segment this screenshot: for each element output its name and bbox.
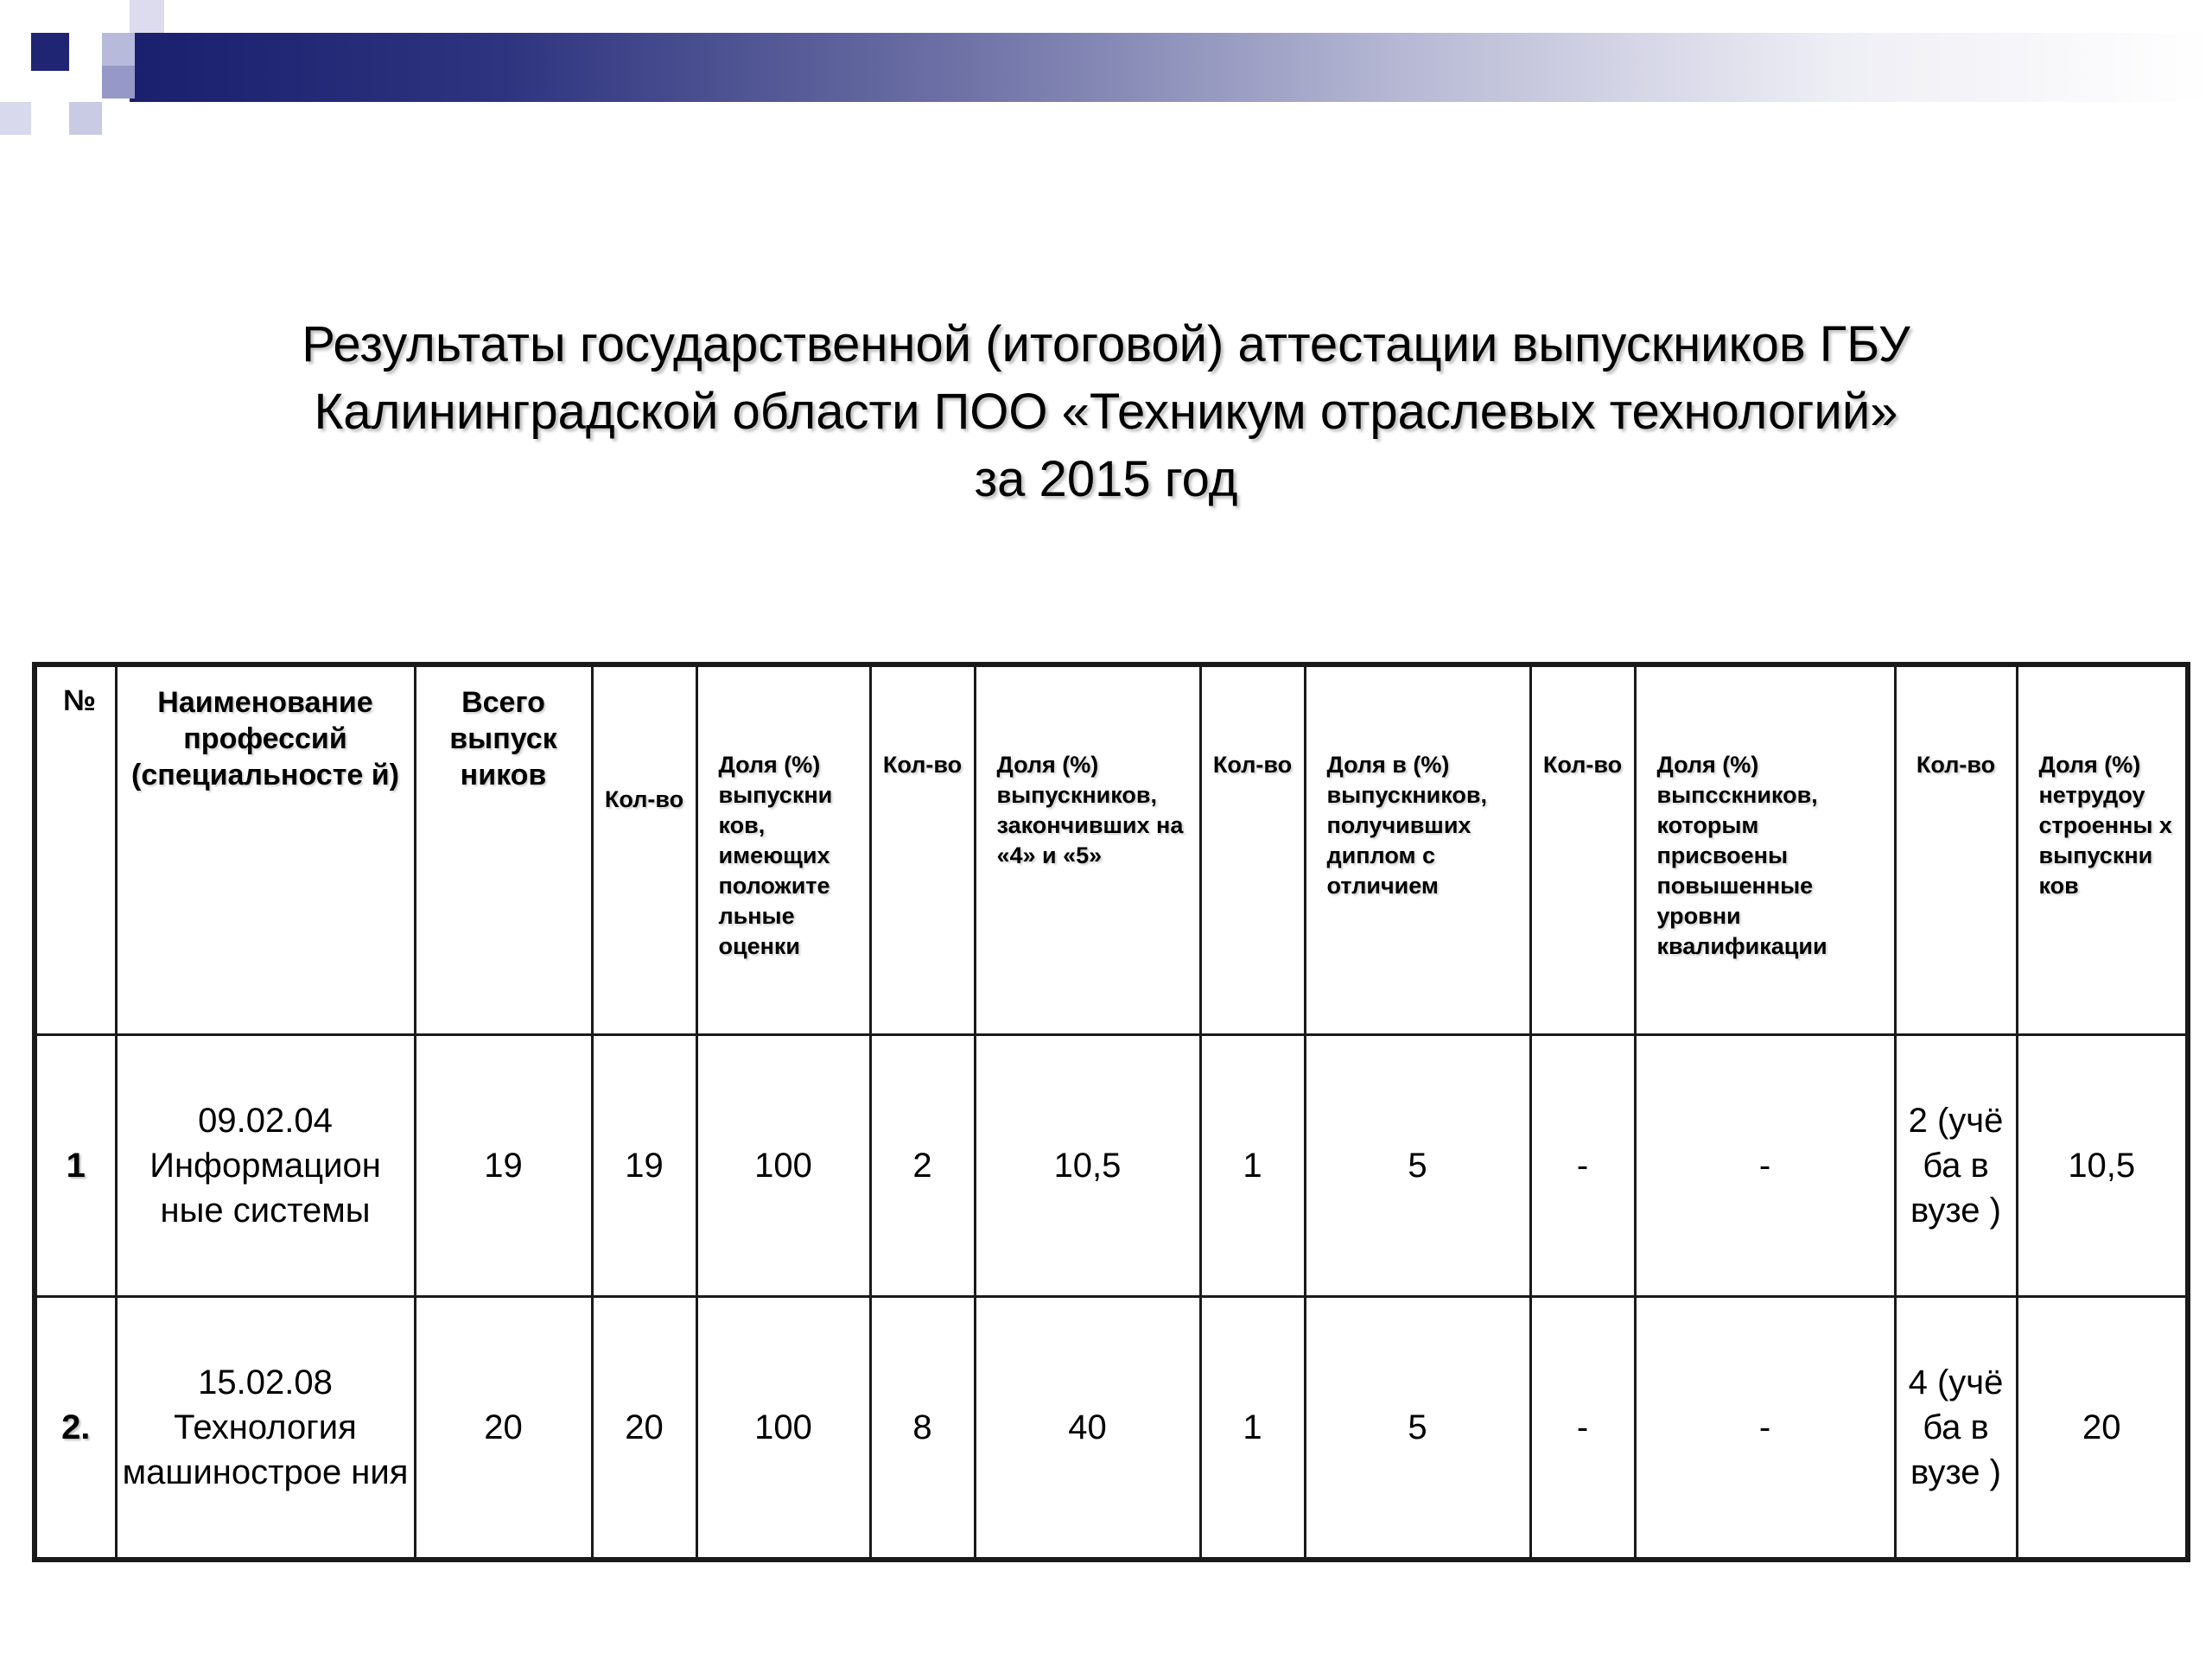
header-gradient-band: [130, 33, 2212, 102]
header-cell: Всего выпуск ников: [415, 664, 592, 1035]
title-line-1: Результаты государственной (итоговой) аттестации выпускников ГБУ: [302, 316, 1910, 372]
table-cell: 100: [696, 1035, 870, 1297]
header-cell: Кол-во: [1530, 664, 1635, 1035]
table-header-row: [35, 664, 2188, 1035]
header-cell: Доля в (%) выпускников, получивших диплом с отличием: [1305, 664, 1530, 1035]
table-cell: -: [1530, 1035, 1635, 1297]
table-cell: 20: [592, 1297, 696, 1560]
table-cell: 09.02.04 Информацион ные системы: [116, 1035, 415, 1297]
table-row: [35, 1297, 2188, 1560]
table-cell: 4 (учё ба в вузе ): [1895, 1297, 2017, 1560]
decor-square: [102, 33, 135, 66]
table-cell: 5: [1305, 1035, 1530, 1297]
table-cell: -: [1635, 1035, 1895, 1297]
header-cell: Наименование профессий (специальносте й): [116, 664, 415, 1035]
header-cell: Доля (%) выпускни ков, имеющих положите льные оценки: [696, 664, 870, 1035]
header-cell: Доля (%) выпсскников, которым присвоены повышенные уровни квалификации: [1635, 664, 1895, 1035]
table-cell: 8: [870, 1297, 975, 1560]
table-cell: 10,5: [975, 1035, 1200, 1297]
table-row: [35, 1035, 2188, 1297]
decor-square: [130, 0, 164, 33]
decor-square: [102, 66, 135, 99]
table-cell: 2.: [35, 1297, 116, 1560]
header-cell: Кол-во: [870, 664, 975, 1035]
table-cell: 1: [1200, 1297, 1305, 1560]
table-cell: 1: [35, 1035, 116, 1297]
table-cell: -: [1635, 1297, 1895, 1560]
results-table: [32, 662, 2190, 1562]
table-cell: 1: [1200, 1035, 1305, 1297]
table-cell: 15.02.08 Технология машинострое ния: [116, 1297, 415, 1560]
table-cell: 100: [696, 1297, 870, 1560]
table-cell: 19: [415, 1035, 592, 1297]
table-cell: 10,5: [2017, 1035, 2188, 1297]
header-cell: Доля (%) нетрудоу строенны х выпускни ков: [2017, 664, 2188, 1035]
table-cell: -: [1530, 1297, 1635, 1560]
header-cell: Доля (%) выпускников, закончивших на «4» и «5»: [975, 664, 1200, 1035]
table-cell: 2: [870, 1035, 975, 1297]
table-cell: 20: [2017, 1297, 2188, 1560]
title-line-3: за 2015 год: [974, 451, 1238, 507]
table-cell: 20: [415, 1297, 592, 1560]
table-cell: 40: [975, 1297, 1200, 1560]
decor-square: [69, 102, 102, 135]
table-cell: 5: [1305, 1297, 1530, 1560]
decor-square: [31, 33, 69, 71]
header-cell: Кол-во: [1895, 664, 2017, 1035]
table-cell: 2 (учё ба в вузе ): [1895, 1035, 2017, 1297]
title-line-2: Калининградской области ПОО «Техникум отраслевых технологий»: [314, 384, 1898, 440]
decor-square: [0, 102, 31, 135]
header-cell: №: [35, 664, 116, 1035]
header-cell: Кол-во: [592, 664, 696, 1035]
slide-title: [86, 311, 2126, 513]
table-cell: 19: [592, 1035, 696, 1297]
header-cell: Кол-во: [1200, 664, 1305, 1035]
